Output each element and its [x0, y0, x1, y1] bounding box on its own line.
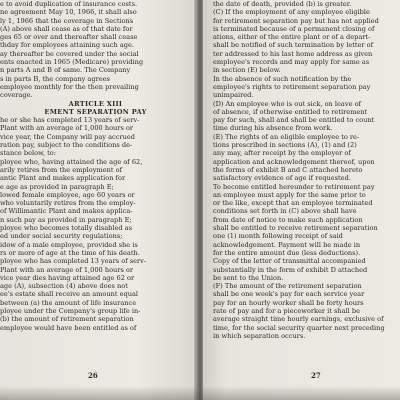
right-page-line: for the entire amount due (less deductions).: [213, 248, 361, 257]
bottom-shadow: [0, 386, 400, 400]
right-page-line: rate of pay and for a pieceworker it shall be: [213, 306, 360, 315]
right-page-line: unimpaired.: [213, 91, 254, 100]
right-page-line: pay for an hourly worker shall be forty hours: [213, 298, 364, 307]
left-page-line: n parts A and B of same. The Company: [0, 66, 131, 75]
left-page-line: stance below, to:: [0, 149, 56, 158]
right-page-line: (E) The rights of an eligible employee to re-: [213, 132, 360, 141]
left-page-line: ployee who, having attained the age of 62,: [0, 157, 143, 166]
left-page-line: e to avoid duplication of insurance costs.: [0, 0, 138, 8]
right-page-line: employee's rights to retirement separation pay: [213, 82, 371, 91]
right-page-text: [213, 0, 400, 360]
right-page-line: (C) If the employment of any employee eligible: [213, 8, 370, 17]
right-page-line: is terminated because of a permanent closing of: [213, 24, 375, 33]
left-page-line: ration pay, subject to the conditions de-: [0, 141, 133, 150]
left-page-line: who voluntarily retires from the employ-: [0, 199, 136, 208]
right-page-line: employee's records and may apply for same as: [213, 58, 370, 67]
left-page-line: ed under social security regulations;: [0, 232, 123, 241]
right-page-line: one (1) month following receipt of said: [213, 232, 343, 241]
right-page-line: in section (E) below.: [213, 66, 281, 75]
right-page-line: of absence, if otherwise entitled to retirement: [213, 107, 368, 116]
left-page-line: (A) above shall cease as of that date for: [0, 24, 133, 33]
left-page-line: idow of a male employee, provided she is: [0, 240, 138, 249]
right-page-line: ations, either of the entire plant or of a depart-: [213, 33, 371, 42]
left-page-line: Plant with an average of 1,000 hours or: [0, 265, 134, 274]
left-page-line: s in parts B, the company agrees: [0, 74, 110, 83]
right-page-line: time, for the social security quarter next preceding: [213, 323, 385, 332]
left-page-line: ne agreement May 10, 1966, it shall also: [0, 8, 137, 17]
right-page-line: average straight time hourly earnings, exclusive of: [213, 315, 384, 324]
right-page-line: be sent to the Union.: [213, 273, 284, 282]
right-page-line: shall be one week's pay for each service year: [213, 290, 365, 299]
left-page: [0, 0, 197, 400]
right-page-line: substantially in the form of exhibit D attached: [213, 265, 368, 274]
right-page-line: the forms of exhibit B and C attached hereto: [213, 165, 363, 174]
left-page-line: ployee under the Company's group life in-: [0, 306, 141, 315]
right-page-line: an employee must apply for the same prior to: [213, 190, 366, 199]
left-page-line: between (a) the amount of life insurance: [0, 298, 137, 307]
right-page-line: ter addressed to his last home address as given: [213, 49, 373, 58]
left-page-line: Plant with an average of 1,000 hours or: [0, 124, 134, 133]
left-page-line: arily retires from the employment of: [0, 165, 123, 174]
right-page-line: (D) An employee who is out sick, on leave of: [213, 99, 361, 108]
left-page-line: ay thereafter be covered under the social: [0, 49, 139, 58]
left-page-line: age (A), subsection (4) above does not: [0, 282, 128, 291]
left-page-line: ly 1, 1966 that the coverage in Sections: [0, 16, 134, 25]
right-page-line: satisfactory evidence of age if requested.: [213, 174, 351, 183]
right-page-line: Copy of the letter of transmittal accompanied: [213, 257, 366, 266]
right-page-line: In the absence of such notification by the: [213, 74, 352, 83]
left-page-line: ARTICLE XIII: [68, 99, 123, 108]
right-page-line: time during his absence from work.: [213, 124, 333, 133]
left-page-line: n such pay as provided in paragraph E;: [0, 215, 132, 224]
right-page-number: 27: [311, 371, 321, 380]
left-page-line: e age as provided in paragraph E;: [0, 182, 114, 191]
right-page-line: shall be entitled to receive retirement separation: [213, 224, 378, 233]
right-page-line: conditions set forth in (C) above shall have: [213, 207, 357, 216]
left-page-line: (b) the amount of retirement separation: [0, 315, 134, 324]
left-page-line: antic Plant and makes application for: [0, 174, 126, 183]
left-page-line: coverage.: [0, 91, 33, 100]
left-page-text: [0, 0, 191, 360]
right-page-line: any may, after receipt by the employer of: [213, 149, 351, 158]
right-page-line: tions prescribed in sections (A), (1) and (2): [213, 141, 357, 150]
right-page-line: acknowledgement. Payment will be made in: [213, 240, 361, 249]
right-page-line: in which separation occurs.: [213, 331, 306, 340]
left-page-line: rs or more of age at the time of his death.: [0, 248, 140, 257]
right-page-line: from date of notice to make such application: [213, 215, 363, 224]
left-page-line: ployee who becomes totally disabled as: [0, 224, 133, 233]
left-page-line: thday for employees attaining such age.: [0, 41, 134, 50]
left-page-line: lowed female employee, age 60 years or: [0, 190, 135, 199]
right-page-line: or the like, except that an employee terminated: [213, 199, 373, 208]
left-page-line: ents enacted in 1965 (Medicare) providing: [0, 58, 144, 67]
right-page-line: for retirement separation pay but has not applied: [213, 16, 379, 25]
left-page-line: employee monthly for the then prevailing: [0, 82, 139, 91]
right-page-line: the date of death, provided (b) is greater.: [213, 0, 352, 8]
right-page-line: (F) The amount of the retirement separation: [213, 282, 362, 291]
right-page-line: pay for such, shall and shall be entitled to count: [213, 116, 375, 125]
right-page-line: shall be notified of such termination by letter of: [213, 41, 374, 50]
right-page-line: To become entitled hereunder to retirement pay: [213, 182, 375, 191]
left-page-line: of Willimantic Plant and makes applica-: [0, 207, 133, 216]
left-page-line: vice year, the Company will pay accrued: [0, 132, 135, 141]
left-page-number: 26: [88, 371, 98, 380]
left-page-line: ges 65 or over and thereafter shall cease: [0, 33, 138, 42]
left-page-line: EMENT SEPARATION PAY: [44, 107, 147, 116]
left-page-line: vice year dies having attained age 62 or: [0, 273, 135, 282]
left-page-line: he or she has completed 13 years of serv-: [0, 116, 140, 125]
left-page-line: employee would have been entitled as of: [0, 323, 137, 332]
left-page-line: ployee who has completed 13 years of serv-: [0, 257, 147, 266]
right-page: [203, 0, 400, 400]
right-page-line: application and acknowledgement thereof, upon: [213, 157, 375, 166]
left-page-line: ee's estate shall receive an amount equal: [0, 290, 139, 299]
